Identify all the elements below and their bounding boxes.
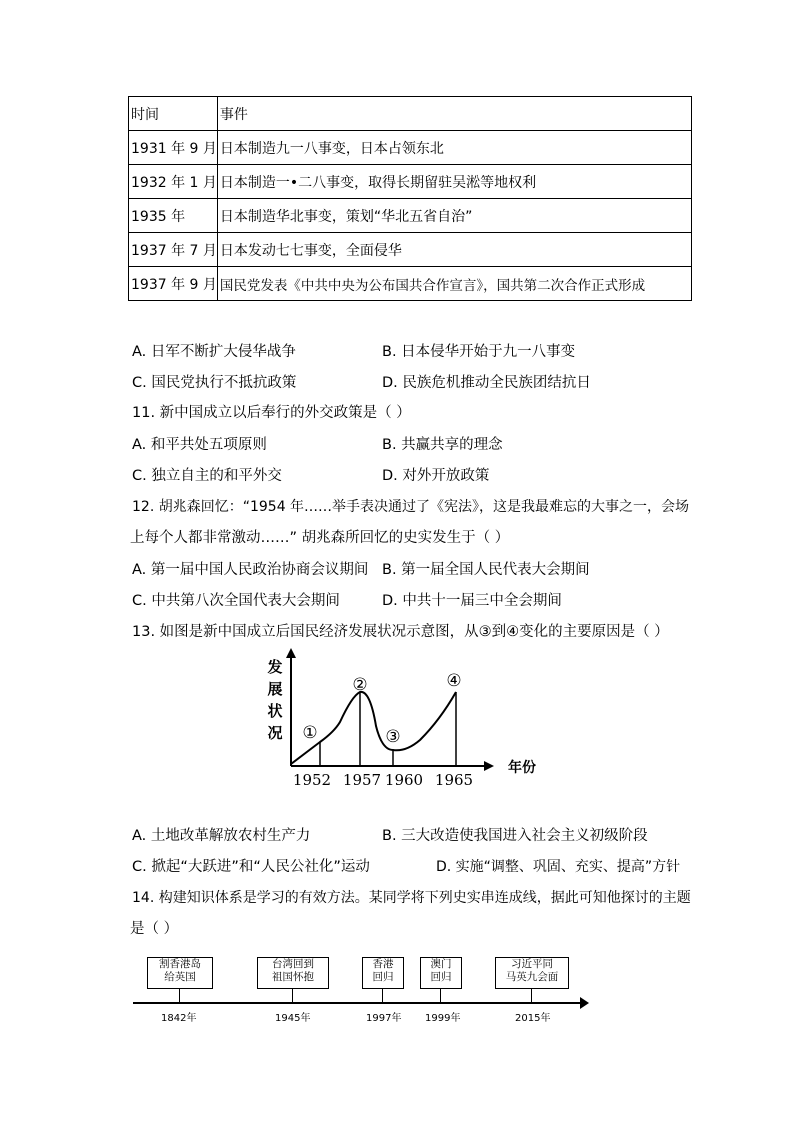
- q13-option-b: B. 三大改造使我国进入社会主义初级阶段: [382, 828, 648, 844]
- event-text: 给英国: [164, 971, 196, 983]
- table-header-cell: 时间: [129, 97, 218, 131]
- timeline-tick: [382, 988, 383, 1002]
- q10-option-d: D. 民族危机推动全民族团结抗日: [382, 375, 591, 391]
- q14-stem-line2: 是（ ）: [130, 921, 179, 937]
- timeline-arrow: [580, 997, 589, 1009]
- economy-chart: [260, 648, 540, 788]
- q10-option-a: A. 日军不断扩大侵华战争: [132, 344, 296, 360]
- event-text: 回归: [372, 971, 394, 983]
- table-cell: 1931 年 9 月: [129, 131, 218, 165]
- chart-point-label: ①: [302, 723, 318, 743]
- table-cell: 1935 年: [129, 199, 218, 233]
- timeline-event-1999: [420, 957, 462, 989]
- table-header-row: [129, 97, 692, 131]
- q12-option-b: B. 第一届全国人民代表大会期间: [382, 562, 590, 578]
- table-row: [129, 131, 692, 165]
- timeline-year: 2015年: [515, 1013, 551, 1024]
- timeline-event-1945: [257, 957, 329, 989]
- table-cell: 日本制造九一八事变，日本占领东北: [217, 131, 691, 165]
- q12-option-a: A. 第一届中国人民政治协商会议期间: [132, 562, 369, 578]
- timeline-year: 1945年: [275, 1013, 311, 1024]
- table-cell: 日本制造华北事变，策划“华北五省自治”: [217, 199, 691, 233]
- chart-x-tick: 1957: [342, 771, 382, 788]
- q13-option-a: A. 土地改革解放农村生产力: [132, 828, 311, 844]
- timeline-tick: [531, 988, 532, 1002]
- chart-x-tick: 1952: [292, 771, 332, 788]
- chart-y-arrow: [286, 648, 296, 658]
- event-text: 澳门: [430, 958, 452, 970]
- table-cell: 1932 年 1 月: [129, 165, 218, 199]
- chart-x-tick: 1960: [384, 771, 424, 788]
- q11-option-d: D. 对外开放政策: [382, 468, 490, 484]
- table-cell: 日本制造一•二八事变，取得长期留驻吴淞等地权利: [217, 165, 691, 199]
- event-text: 马英九会面: [505, 971, 559, 983]
- events-table: [128, 96, 692, 301]
- table-cell: 日本发动七七事变，全面侵华: [217, 233, 691, 267]
- q12-option-c: C. 中共第八次全国代表大会期间: [132, 593, 340, 609]
- q12-option-d: D. 中共十一届三中全会期间: [382, 593, 562, 609]
- table-cell: 1937 年 7 月: [129, 233, 218, 267]
- chart-point-label: ②: [352, 675, 368, 695]
- q13-option-c: C. 掀起“大跃进”和“人民公社化”运动: [132, 859, 370, 875]
- timeline-event-1997: [362, 957, 404, 989]
- event-text: 割香港岛: [159, 958, 201, 970]
- q13-option-d: D. 实施“调整、巩固、充实、提高”方针: [436, 859, 681, 875]
- q11-option-b: B. 共赢共享的理念: [382, 437, 503, 453]
- table-cell: 1937 年 9 月: [129, 267, 218, 301]
- event-text: 回归: [430, 971, 452, 983]
- table-row: [129, 233, 692, 267]
- q11-option-a: A. 和平共处五项原则: [132, 437, 267, 453]
- table-cell: 国民党发表《中共中央为公布国共合作宣言》，国共第二次合作正式形成: [217, 267, 691, 301]
- timeline-year: 1842年: [161, 1013, 197, 1024]
- timeline-event-2015: [495, 957, 569, 989]
- timeline-event-1842: [147, 957, 213, 989]
- chart-x-tick: 1965: [434, 771, 474, 788]
- event-text: 习近平同: [511, 958, 553, 970]
- chart-ylabel-char: 展: [267, 680, 283, 698]
- q12-stem-line2: 上每个人都非常激动……” 胡兆森所回忆的史实发生于（ ）: [130, 530, 510, 546]
- q11-stem: 11. 新中国成立以后奉行的外交政策是（ ）: [132, 405, 411, 421]
- chart-ylabel-char: 状: [267, 702, 283, 720]
- table-header-cell: 事件: [217, 97, 691, 131]
- event-text: 祖国怀抱: [272, 971, 314, 983]
- event-text: 台湾回到: [272, 958, 314, 970]
- table-row: [129, 267, 692, 301]
- timeline-tick: [440, 988, 441, 1002]
- q11-option-c: C. 独立自主的和平外交: [132, 468, 282, 484]
- table-row: [129, 165, 692, 199]
- chart-point-label: ③: [385, 727, 401, 747]
- q10-option-c: C. 国民党执行不抵抗政策: [132, 375, 297, 391]
- event-text: 香港: [372, 958, 394, 970]
- timeline-tick: [179, 988, 180, 1002]
- q14-stem-line1: 14. 构建知识体系是学习的有效方法。某同学将下列史实串连成线，据此可知他探讨的主题: [132, 890, 691, 906]
- timeline-tick: [292, 988, 293, 1002]
- timeline-year: 1997年: [366, 1013, 402, 1024]
- q12-stem-line1: 12. 胡兆森回忆：“1954 年……举手表决通过了《宪法》，这是我最难忘的大事之一，会场: [132, 499, 690, 515]
- chart-xlabel: 年份: [508, 760, 536, 776]
- timeline-year: 1999年: [425, 1013, 461, 1024]
- chart-ylabel-char: 发: [267, 658, 283, 676]
- chart-x-arrow: [484, 761, 494, 771]
- chart-ylabel-char: 况: [267, 724, 283, 742]
- timeline-axis: [133, 1002, 581, 1004]
- chart-point-label: ④: [446, 671, 462, 691]
- table-row: [129, 199, 692, 233]
- q13-stem: 13. 如图是新中国成立后国民经济发展状况示意图，从③到④变化的主要原因是（ ）: [132, 624, 669, 640]
- q10-option-b: B. 日本侵华开始于九一八事变: [382, 344, 576, 360]
